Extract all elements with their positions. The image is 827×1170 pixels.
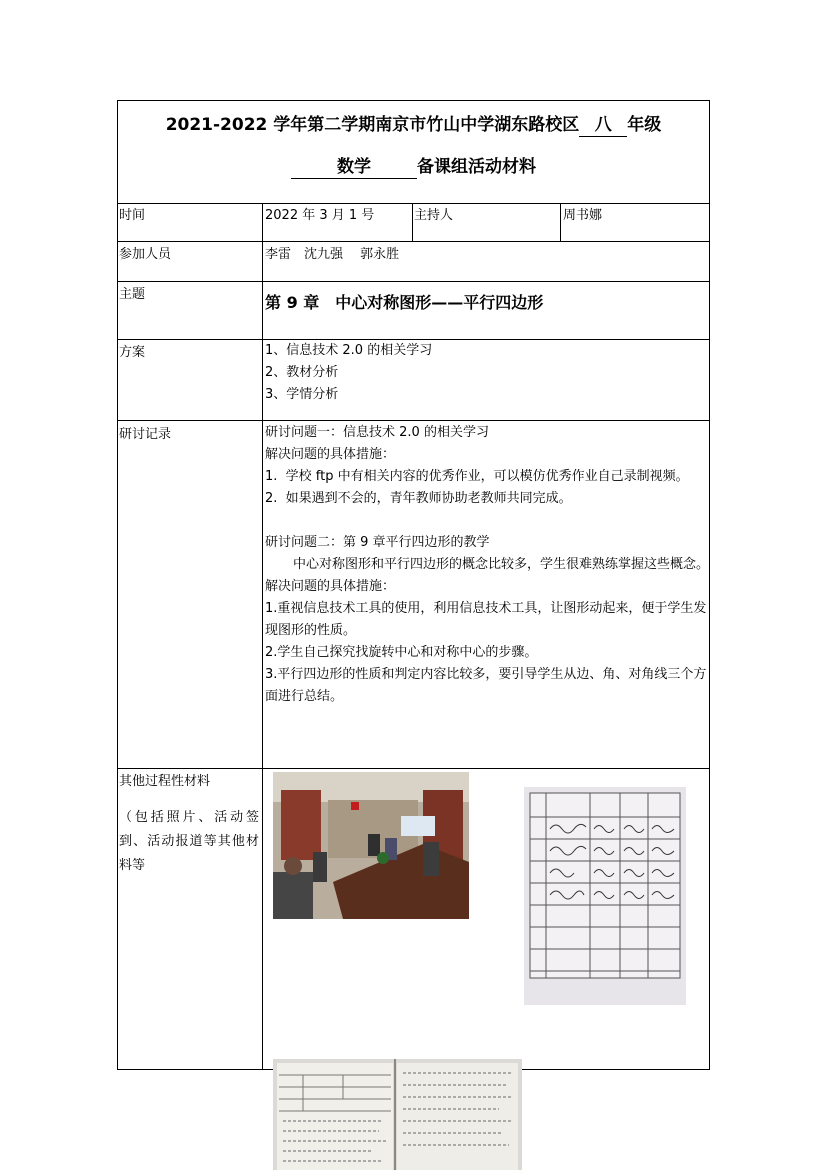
plan-item: 3、学情分析	[265, 387, 339, 402]
subject-field: 数学	[291, 156, 417, 179]
document-title	[118, 114, 709, 137]
theme-label: 主题	[119, 287, 146, 302]
theme-value: 第 9 章 中心对称图形——平行四边形	[265, 293, 544, 312]
time-label: 时间	[119, 208, 146, 223]
plan-item: 1、信息技术 2.0 的相关学习	[265, 343, 433, 358]
other-label: 其他过程性材料	[119, 774, 211, 789]
record-question-1: 研讨问题一：信息技术 2.0 的相关学习	[265, 425, 489, 440]
document-subtitle	[118, 156, 709, 179]
sign-in-sheet-photo	[524, 787, 686, 1005]
record-label: 研讨记录	[119, 427, 172, 442]
row-divider	[117, 241, 710, 242]
time-value: 2022 年 3 月 1 号	[265, 208, 375, 223]
host-value: 周书娜	[563, 208, 603, 223]
plan-list	[265, 340, 432, 406]
record-measures-heading: 解决问题的具体措施：	[265, 579, 396, 594]
record-question-2: 研讨问题二：第 9 章平行四边形的教学	[265, 535, 490, 550]
record-measure: 3.平行四边形的性质和判定内容比较多，要引导学生从边、角、对角线三个方面进行总结。	[265, 667, 707, 704]
row-divider	[117, 203, 710, 204]
row-divider	[117, 281, 710, 282]
record-content	[265, 422, 709, 708]
other-note: （包括照片、活动签到、活动报道等其他材料等	[119, 810, 259, 873]
plan-item: 2、教材分析	[265, 365, 339, 380]
column-divider	[560, 203, 561, 241]
grade-field: 八	[579, 114, 627, 137]
record-description: 中心对称图形和平行四边形的概念比较多，学生很难熟练掌握这些概念。	[293, 557, 710, 572]
row-divider	[117, 420, 710, 421]
host-label: 主持人	[414, 208, 454, 223]
grade-suffix: 年级	[627, 115, 662, 135]
row-divider	[117, 768, 710, 769]
record-measure: 1.重视信息技术工具的使用，利用信息技术工具，让图形动起来，便于学生发现图形的性质。	[265, 601, 707, 638]
column-divider	[262, 203, 263, 1070]
meeting-photo	[273, 772, 469, 919]
title-school: 2021-2022 学年第二学期南京市竹山中学湖东路校区	[165, 115, 580, 135]
subtitle-suffix: 备课组活动材料	[417, 157, 536, 177]
notebook-photo	[273, 1059, 522, 1170]
plan-label: 方案	[119, 345, 146, 360]
participants-label: 参加人员	[119, 247, 172, 262]
record-measure: 2.学生自己探究找旋转中心和对称中心的步骤。	[265, 645, 538, 660]
record-measure: 1. 学校 ftp 中有相关内容的优秀作业，可以模仿优秀作业自己录制视频。	[265, 469, 689, 484]
participants-value: 李雷 沈九强 郭永胜	[265, 247, 400, 262]
record-measure: 2. 如果遇到不会的，青年教师协助老教师共同完成。	[265, 491, 572, 506]
record-measures-heading: 解决问题的具体措施：	[265, 447, 396, 462]
column-divider	[412, 203, 413, 241]
